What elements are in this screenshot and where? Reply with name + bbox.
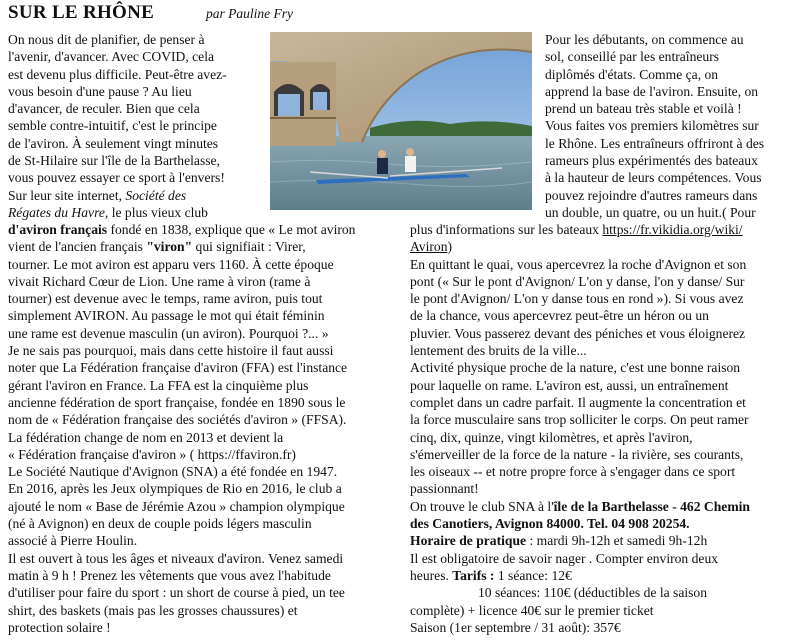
text-line: de St-Hilaire sur l'île de la Barthelasse, xyxy=(8,153,220,169)
text-line: un double, un quatre, ou un huit.( Pour xyxy=(545,204,756,220)
text-line: En 2016, après les Jeux olympiques de Rio en 2016, le club a xyxy=(8,481,342,497)
article-author: par Pauline Fry xyxy=(206,6,293,21)
text-line: complet dans un cadre parfait. Il augmente la concentration et xyxy=(410,394,746,410)
text-line: Horaire de pratique : mardi 9h-12h et samedi 9h-12h xyxy=(410,533,708,549)
text-line: rameurs plus expérimentés des bateaux xyxy=(545,153,758,169)
text-line: d'avancer, de reculer. Bien que cela xyxy=(8,101,200,117)
text-line: Je ne sais pas pourquoi, mais dans cette histoire il faut aussi xyxy=(8,343,334,359)
text-line: prend un bateau très stable et voilà ! xyxy=(545,101,742,117)
text-line: une rame est devenue masculin (un aviron). Pourquoi ?... » xyxy=(8,325,329,341)
text-line: tourner. Le mot aviron est apparu vers 1160. À cette époque xyxy=(8,256,334,272)
text-line: pouvez rejoindre d'autres rameurs dans xyxy=(545,187,758,203)
text-line: On trouve le club SNA à l'île de la Barthelasse - 462 Chemin xyxy=(410,498,750,514)
text-line: gérant l'aviron en France. La FFA est la cinquième plus xyxy=(8,377,309,393)
text-line: Sur leur site internet, Société des xyxy=(8,187,187,203)
text-line: matin à 9 h ! Prenez les vêtements que vous avez l'habitude xyxy=(8,567,331,583)
text-line: nom de « Fédération française des sociétés d'aviron » (FFSA). xyxy=(8,412,347,428)
text-line: lentement des bruits de la ville... xyxy=(410,343,587,359)
text-line: noter que La Fédération française d'aviron (FFA) est l'instance xyxy=(8,360,348,376)
text-line: Pour les débutants, on commence au xyxy=(545,32,744,47)
text-line: 10 séances: 110€ (déductibles de la saison xyxy=(478,585,708,601)
text-line: passionnant! xyxy=(410,481,479,497)
text-line: cinq, dix, quinze, vingt kilomètres, et après l'aviron, xyxy=(410,429,693,445)
text-line: diplômés d'états. Comme ça, on xyxy=(545,66,719,82)
vikidia-link[interactable]: https://fr.vikidia.org/wiki/ xyxy=(602,222,743,237)
text-line: heures. Tarifs : 1 séance: 12€ xyxy=(410,567,572,583)
text-line: est devenu plus difficile. Peut-être avez- xyxy=(8,66,227,82)
text-line: protection solaire ! xyxy=(8,619,111,635)
text-line: Il est obligatoire de savoir nager . Compter environ deux xyxy=(410,550,719,566)
text-line: vient de l'ancien français "viron" qui signifiait : Virer, xyxy=(8,239,306,255)
text-line: à la hauteur de leurs compétences. Vous xyxy=(545,170,762,186)
text-line: apprend la base de l'aviron. Ensuite, on xyxy=(545,83,759,99)
text-line: vivait Richard Cœur de Lion. Une rame à viron (rame à xyxy=(8,273,311,289)
text-line: shirt, des baskets (mais pas les grosses chaussures) et xyxy=(8,602,298,618)
text-line xyxy=(410,515,785,532)
text-line: En quittant le quai, vous apercevrez la roche d'Avignon et son xyxy=(410,256,747,272)
text-line: pont (« Sur le pont d'Avignon/ L'on y danse, l'on y danse/ Sur xyxy=(410,273,745,289)
vikidia-link[interactable]: Aviron xyxy=(410,239,448,255)
history-paragraph xyxy=(8,221,398,636)
text-line: semble contre-intuitif, c'est le principe xyxy=(8,118,217,134)
text-line: vous pouvez essayer ce sport à l'envers! xyxy=(8,170,225,186)
society-name: Société des xyxy=(125,187,187,203)
society-name: Régates du Havre, xyxy=(8,204,109,220)
text-line: pour laquelle on rame. L'aviron est, aussi, un entraînement xyxy=(410,377,729,393)
text-line: tourner) est devenue avec le temps, rame aviron, puis tout xyxy=(8,291,323,307)
text-line: l'avenir, d'avancer. Avec COVID, cela xyxy=(8,49,215,65)
text-line: sol, conseillé par les entraîneurs xyxy=(545,49,720,65)
text-line: Il est ouvert à tous les âges et niveaux d'aviron. Venez samedi xyxy=(8,550,344,566)
text-line: ajouté le nom « Base de Jérémie Azou » champion olympique xyxy=(8,498,345,514)
text-line: de la chance, vous apercevrez peut-être un héron ou un xyxy=(410,308,709,324)
text-line: ancienne fédération de sport française, fondée en 1890 sous le xyxy=(8,394,346,410)
text-line: de l'aviron. À seulement vingt minutes xyxy=(8,135,219,151)
text-line: d'utiliser pour faire du sport : un short de course à pied, un tee xyxy=(8,585,345,601)
text-line: Le Société Nautique d'Avignon (SNA) a été fondée en 1947. xyxy=(8,464,338,480)
text-line: pluvier. Vous passerez devant des péniches et vous éloignerez xyxy=(410,325,746,341)
tarifs-label: Tarifs : xyxy=(452,567,495,583)
text-line: simplement AVIRON. Au passage le mot qui était féminin xyxy=(8,308,325,324)
text-line: On nous dit de planifier, de penser à xyxy=(8,32,205,47)
article-title: SUR LE RHÔNE xyxy=(8,2,155,23)
text-line: associé à Pierre Houlin. xyxy=(8,533,138,549)
text-line: la force musculaire sans trop solliciter le corps. On peut ramer xyxy=(410,412,749,428)
viron-word: "viron" xyxy=(146,239,193,255)
intro-paragraph xyxy=(8,31,258,221)
text-line: le Rhône. Les entraîneurs offriront à des xyxy=(545,135,765,151)
text-line: plus d'informations sur les bateaux https://fr.vikidia.org/wiki/ xyxy=(410,222,743,237)
text-line: Saison (1er septembre / 31 août): 357€ xyxy=(410,619,621,635)
hours-label: Horaire de pratique xyxy=(410,533,527,549)
club-address: île de la Barthelasse - 462 Chemin xyxy=(553,498,750,514)
text-line: d'aviron français fondé en 1838, explique que « Le mot aviron xyxy=(8,222,356,237)
text-line: Aviron) xyxy=(410,239,453,255)
club-address: des Canotiers, Avignon 84000. Tel. 04 908 20254. xyxy=(410,516,690,532)
text-line: vous besoin d'une pause ? Au lieu xyxy=(8,83,192,99)
text-line: complète) + licence 40€ sur le premier ticket xyxy=(410,602,654,618)
text-line: les oiseaux -- et notre propre force à s'engager dans ce sport xyxy=(410,464,736,480)
practical-info xyxy=(410,221,785,636)
text-line: (né à Avignon) en deux de couple poids légers masculin xyxy=(8,516,312,532)
text-line: « Fédération française d'aviron » ( https://ffaviron.fr) xyxy=(8,446,296,462)
text-line: Vous faites vos premiers kilomètres sur xyxy=(545,118,759,134)
text-line: La fédération change de nom en 2013 et devient la xyxy=(8,429,284,445)
beginners-paragraph xyxy=(545,31,785,221)
text-line: Activité physique proche de la nature, c'est une bonne raison xyxy=(410,360,741,376)
rowing-photo xyxy=(270,32,532,210)
text-line: s'émerveiller de la force de la nature - la rivière, ses courants, xyxy=(410,446,744,462)
text-line: le pont d'Avignon/ L'on y danse tous en rond »). Si vous avez xyxy=(410,291,744,307)
text-line: Régates du Havre, le plus vieux club xyxy=(8,204,208,220)
